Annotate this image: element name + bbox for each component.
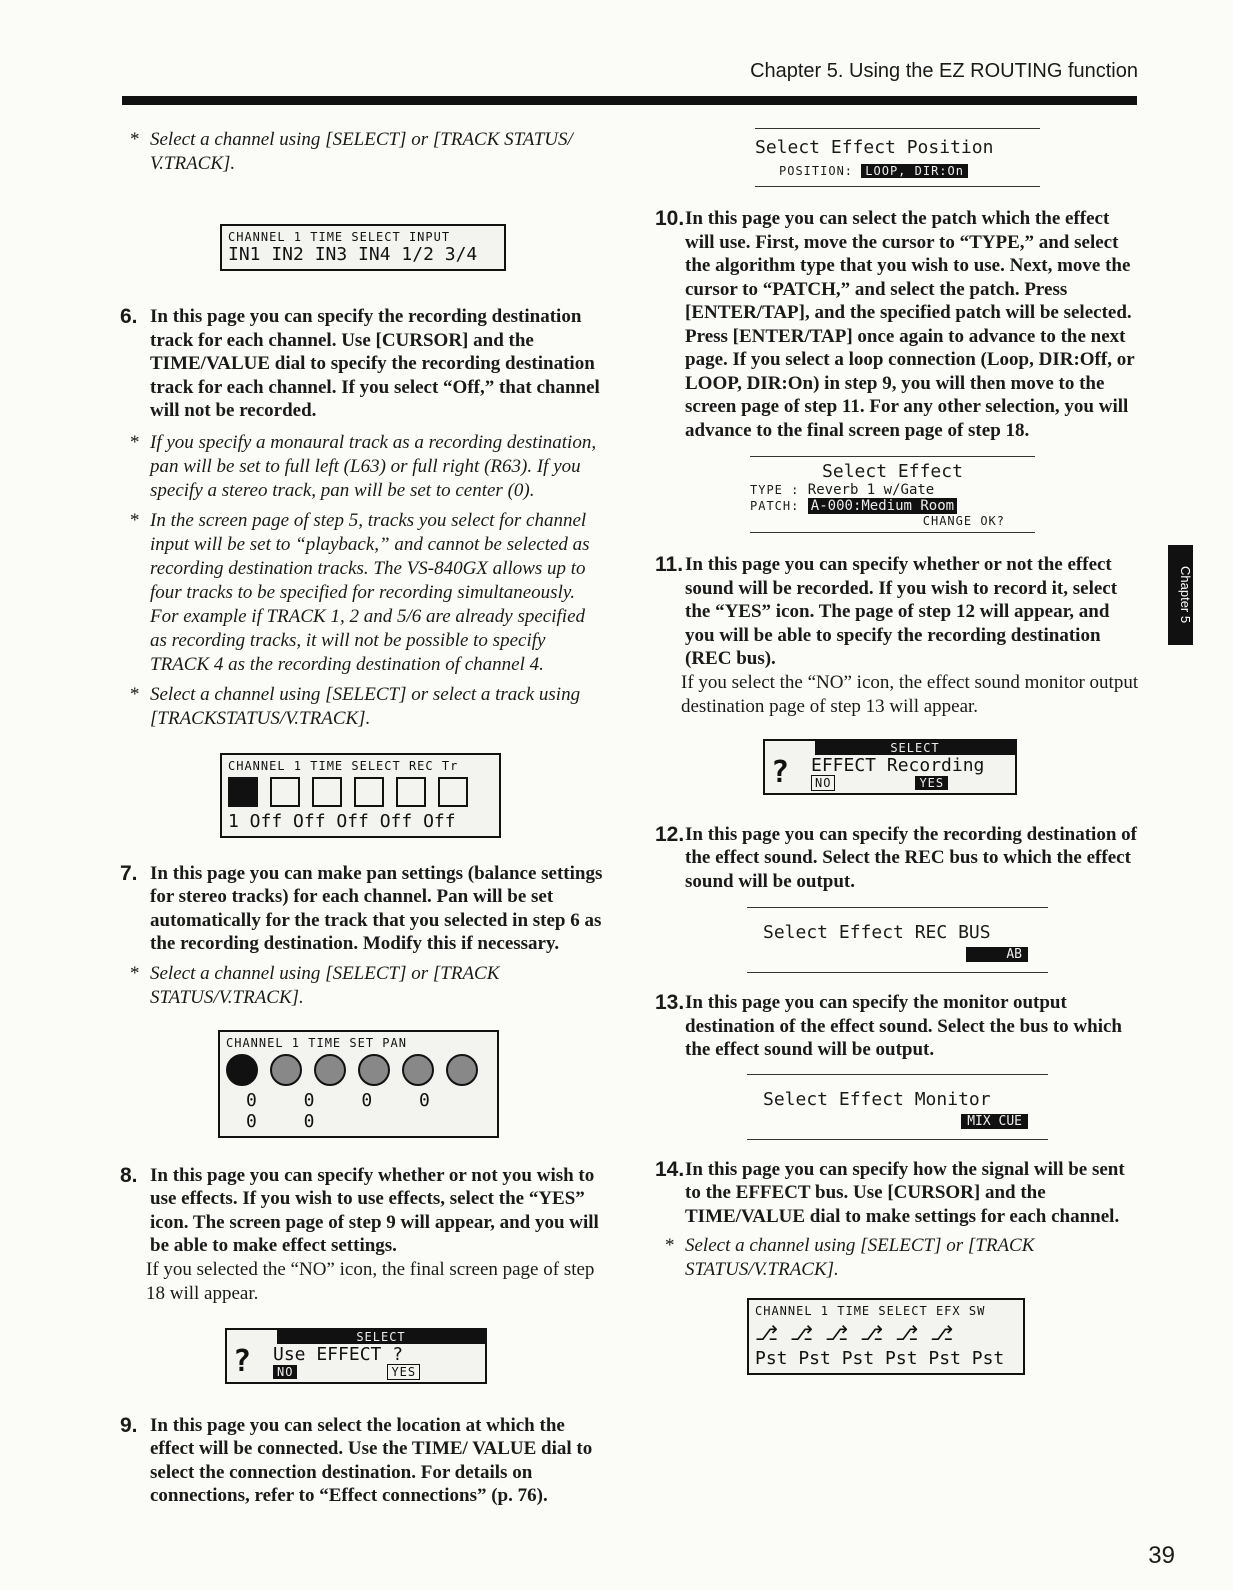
track-off-icon — [396, 777, 426, 807]
efx-switch-icons — [755, 1321, 1017, 1345]
track-off-icon — [312, 777, 342, 807]
lcd-value: MIX CUE — [961, 1114, 1028, 1129]
lcd-value: AB — [966, 947, 1028, 962]
track-off-icon — [438, 777, 468, 807]
switch-icon: ⎇ — [930, 1321, 954, 1345]
lcd-efx-sw — [747, 1298, 1025, 1375]
switch-icon: ⎇ — [895, 1321, 919, 1345]
switch-icon: ⎇ — [790, 1321, 814, 1345]
step-10: 10. In this page you can select the patch which the effect will use. First, move the cursor to “TYPE,” and select the algorithm type that you wish to use. Next, move the cursor to “PATCH,” and select the patch. Press [ENTER/TAP], and the specified patch will be selected. Press [ENTER/TAP] once again to advance to the next page. If you select a loop connection (Loop, DIR:Off, or LOOP, DIR:On) in step 9, you will then move to the screen page of step 11. For any other selection, you will advance to the final screen page of step 18. — [655, 207, 1135, 441]
pan-knob-icon — [270, 1054, 302, 1086]
note: * Select a channel using [SELECT] or [TRACK STATUS/V.TRACK]. — [655, 1234, 1140, 1282]
no-button: NO — [273, 1365, 297, 1379]
step-13: 13. In this page you can specify the monitor output destination of the effect sound. Select the bus to which the effect sound will be output. — [655, 991, 1122, 1060]
lcd-effect-position — [755, 128, 1040, 187]
lcd-text: EFFECT Recording — [811, 754, 985, 776]
lcd-title: SELECT — [815, 741, 1015, 755]
lcd-title: Select Effect — [822, 461, 963, 482]
note: * Select a channel using [SELECT] or [TRACK STATUS/ V.TRACK]. — [120, 128, 605, 176]
header-rule — [122, 96, 1137, 105]
track-off-icon — [354, 777, 384, 807]
track-selected-icon — [228, 777, 258, 807]
step-9: 9. In this page you can select the location at which the effect will be connected. Use the TIME/ VALUE dial to select the connection destination. For details on connections, refer to “Effect connections” (p. 76). — [120, 1413, 593, 1506]
step-8: 8. In this page you can specify whether or not you wish to use effects. If you wish to use effects, select the “YES” icon. The screen page of step 9 will appear, and you will be able to make effect settings. — [120, 1163, 599, 1256]
lcd-top: CHANNEL 1 TIME SET PAN — [226, 1035, 407, 1050]
question-icon: ? — [771, 754, 790, 790]
lcd-title: Select Effect REC BUS — [763, 922, 991, 943]
lcd-text: Use EFFECT ? — [273, 1343, 404, 1365]
pan-knob-icon — [314, 1054, 346, 1086]
no-button: NO — [811, 775, 835, 791]
lcd-title: SELECT — [277, 1330, 485, 1344]
lcd-label: PATCH: — [750, 499, 800, 513]
page-header: Chapter 5. Using the EZ ROUTING function — [750, 60, 1138, 82]
lcd-value: Reverb 1 w/Gate — [807, 482, 935, 498]
lcd-monitor — [747, 1074, 1048, 1140]
lcd-top: CHANNEL 1 TIME SELECT REC Tr — [228, 758, 459, 773]
note: * In the screen page of step 5, tracks you select for channel input will be set to “playback,” and cannot be selected as recording destination tracks. The VS-840GX allows up to four tracks to be specified for recording simultaneously. For example if TRACK 1, 2 and 5/6 are already specified as recording tracks, it will not be possible to specify TRACK 4 as the recording destination of channel 4. — [120, 509, 605, 677]
lcd-title: Select Effect Monitor — [763, 1088, 991, 1110]
note: * Select a channel using [SELECT] or [TRACK STATUS/V.TRACK]. — [120, 962, 605, 1010]
lcd-select-rec-track — [220, 753, 501, 838]
yes-button: YES — [387, 1364, 420, 1380]
lcd-bottom: 0 0 0 0 0 0 — [246, 1089, 448, 1132]
pan-knob-icon — [226, 1054, 258, 1086]
chapter-side-tab: Chapter 5 — [1168, 545, 1193, 645]
left-column — [120, 128, 605, 1508]
pan-knob-icon — [402, 1054, 434, 1086]
lcd-bottom: 1 Off Off Off Off Off — [228, 810, 456, 832]
lcd-effect-recording — [763, 739, 1017, 795]
page-number: 39 — [1148, 1542, 1175, 1569]
question-icon: ? — [233, 1343, 252, 1379]
note: * If you specify a monaural track as a recording destination, pan will be set to full left (L63) or full right (R63). If you specify a stereo track, pan will be set to center (0). — [120, 431, 605, 503]
lcd-top: CHANNEL 1 TIME SELECT INPUT — [228, 230, 451, 244]
step-14: 14. In this page you can specify how the signal will be sent to the EFFECT bus. Use [CURSOR] and the TIME/VALUE dial to make settings for each channel. — [655, 1157, 1125, 1227]
switch-icon: ⎇ — [825, 1321, 849, 1345]
step-12: 12. In this page you can specify the recording destination of the effect sound. Select the REC bus to which the effect sound will be output. — [655, 822, 1137, 892]
lcd-label: TYPE : — [750, 483, 800, 497]
change-ok: CHANGE OK? — [922, 514, 1005, 528]
step-7: 7. In this page you can make pan settings (balance settings for stereo tracks) for each channel. Pan will be set automatically for the track that you selected in step 6 as the recording destination. Modify this if necessary. — [120, 861, 603, 954]
lcd-value: A-000:Medium Room — [808, 498, 957, 514]
right-column — [655, 128, 1140, 1375]
track-icons — [228, 777, 493, 807]
lcd-title: Select Effect Position — [755, 137, 994, 158]
lcd-top: CHANNEL 1 TIME SELECT EFX SW — [755, 1304, 986, 1318]
note: * Select a channel using [SELECT] or select a track using [TRACKSTATUS/V.TRACK]. — [120, 683, 605, 731]
lcd-select-effect — [750, 456, 1035, 533]
lcd-bottom: IN1 IN2 IN3 IN4 1/2 3/4 — [228, 244, 478, 265]
switch-icon: ⎇ — [860, 1321, 884, 1345]
step-6: 6. In this page you can specify the recording destination track for each channel. Use [CURSOR] and the TIME/VALUE dial to specify the recording destination track for each channel. If you select “Off,” that channel will not be recorded. — [120, 305, 600, 421]
step-11-note: If you select the “NO” icon, the effect sound monitor output destination page of step 13 will appear. — [681, 671, 1139, 717]
step-8-note: If you selected the “NO” icon, the final screen page of step 18 will appear. — [146, 1258, 595, 1304]
step-11: 11. In this page you can specify whether or not the effect sound will be recorded. If you wish to record it, select the “YES” icon. The page of step 12 will appear, and you will be able to specify the recording destination (REC bus). — [655, 553, 1118, 669]
lcd-use-effect — [225, 1328, 487, 1384]
pan-knob-icon — [446, 1054, 478, 1086]
pan-knobs — [226, 1054, 491, 1086]
lcd-value: LOOP, DIR:On — [861, 164, 968, 178]
lcd-set-pan — [218, 1030, 499, 1138]
lcd-bottom: Pst Pst Pst Pst Pst Pst — [755, 1348, 1005, 1369]
pan-knob-icon — [358, 1054, 390, 1086]
lcd-select-input — [220, 224, 506, 271]
lcd-label: POSITION: — [779, 164, 854, 178]
track-off-icon — [270, 777, 300, 807]
lcd-rec-bus — [747, 907, 1048, 973]
yes-button: YES — [915, 776, 948, 790]
switch-icon: ⎇ — [755, 1321, 779, 1345]
